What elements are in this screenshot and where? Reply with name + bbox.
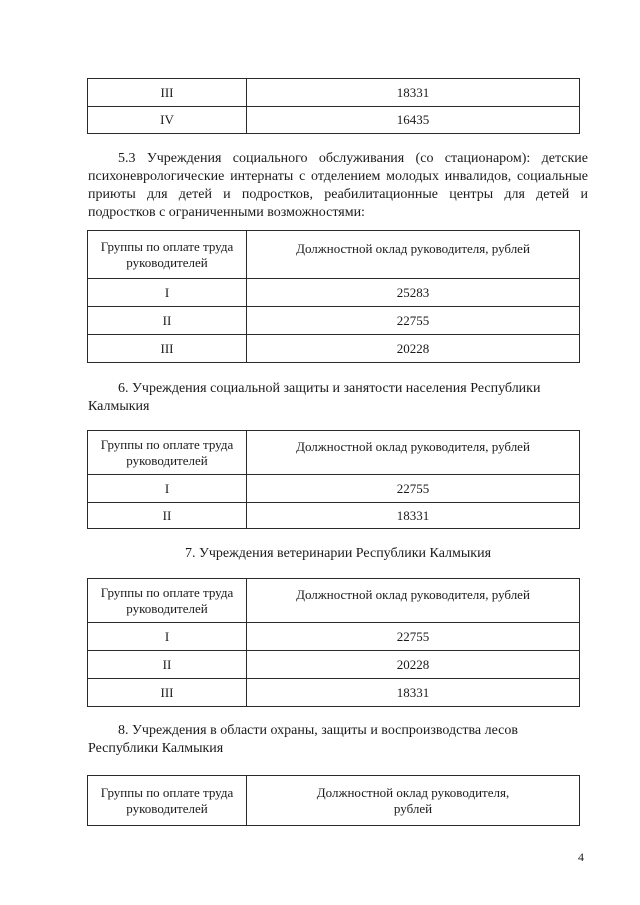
table-row xyxy=(88,279,580,307)
table-continuation xyxy=(87,78,580,134)
header-salary: Должностной оклад руководителя, рублей xyxy=(247,776,580,826)
header-group: Группы по оплате труда руководителей xyxy=(88,431,247,475)
table-row xyxy=(88,475,580,503)
table-row xyxy=(88,107,580,134)
salary-cell: 20228 xyxy=(247,651,580,679)
table-header-row xyxy=(88,431,580,475)
table-section-7 xyxy=(87,578,580,707)
header-group: Группы по оплате труда руководителей xyxy=(88,579,247,623)
header-group: Группы по оплате труда руководителей xyxy=(88,231,247,279)
table-header-row xyxy=(88,579,580,623)
section-8-heading: 8. Учреждения в области охраны, защиты и воспроизводства лесов Республики Калмыкия xyxy=(88,723,518,756)
group-cell: I xyxy=(88,279,247,307)
salary-cell: 25283 xyxy=(247,279,580,307)
section-5-3-heading: 5.3 Учреждения социального обслуживания (со стационаром): детские психоневрологические интернаты с отделением молодых инвалидов, социальные приюты для детей и подростков, реабилитационные центры для детей и подростков с ограниченными возможностями: xyxy=(88,151,588,220)
header-salary: Должностной оклад руководителя, рублей xyxy=(247,231,580,279)
group-cell: III xyxy=(88,79,247,107)
section-6-heading: 6. Учреждения социальной защиты и занятости населения Республики Калмыкия xyxy=(88,381,541,414)
salary-cell: 22755 xyxy=(247,623,580,651)
table-header-row xyxy=(88,231,580,279)
table-row xyxy=(88,503,580,529)
salary-cell: 22755 xyxy=(247,307,580,335)
section-7-heading: 7. Учреждения ветеринарии Республики Калмыкия xyxy=(184,546,492,561)
table-header-row xyxy=(88,776,580,826)
header-group: Группы по оплате труда руководителей xyxy=(88,776,247,826)
group-cell: I xyxy=(88,623,247,651)
table-section-6 xyxy=(87,430,580,529)
salary-cell: 22755 xyxy=(247,475,580,503)
group-cell: II xyxy=(88,651,247,679)
header-salary: Должностной оклад руководителя, рублей xyxy=(247,579,580,623)
table-row xyxy=(88,307,580,335)
table-row xyxy=(88,623,580,651)
table-row xyxy=(88,79,580,107)
group-cell: II xyxy=(88,307,247,335)
group-cell: III xyxy=(88,335,247,363)
page-number: 4 xyxy=(578,850,584,864)
table-section-5-3 xyxy=(87,230,580,363)
table-row xyxy=(88,679,580,707)
table-section-8 xyxy=(87,775,580,826)
group-cell: III xyxy=(88,679,247,707)
group-cell: IV xyxy=(88,107,247,134)
salary-cell: 18331 xyxy=(247,503,580,529)
salary-cell: 18331 xyxy=(247,79,580,107)
table-row xyxy=(88,651,580,679)
salary-cell: 20228 xyxy=(247,335,580,363)
table-row xyxy=(88,335,580,363)
salary-cell: 16435 xyxy=(247,107,580,134)
salary-cell: 18331 xyxy=(247,679,580,707)
header-salary: Должностной оклад руководителя, рублей xyxy=(247,431,580,475)
group-cell: II xyxy=(88,503,247,529)
group-cell: I xyxy=(88,475,247,503)
